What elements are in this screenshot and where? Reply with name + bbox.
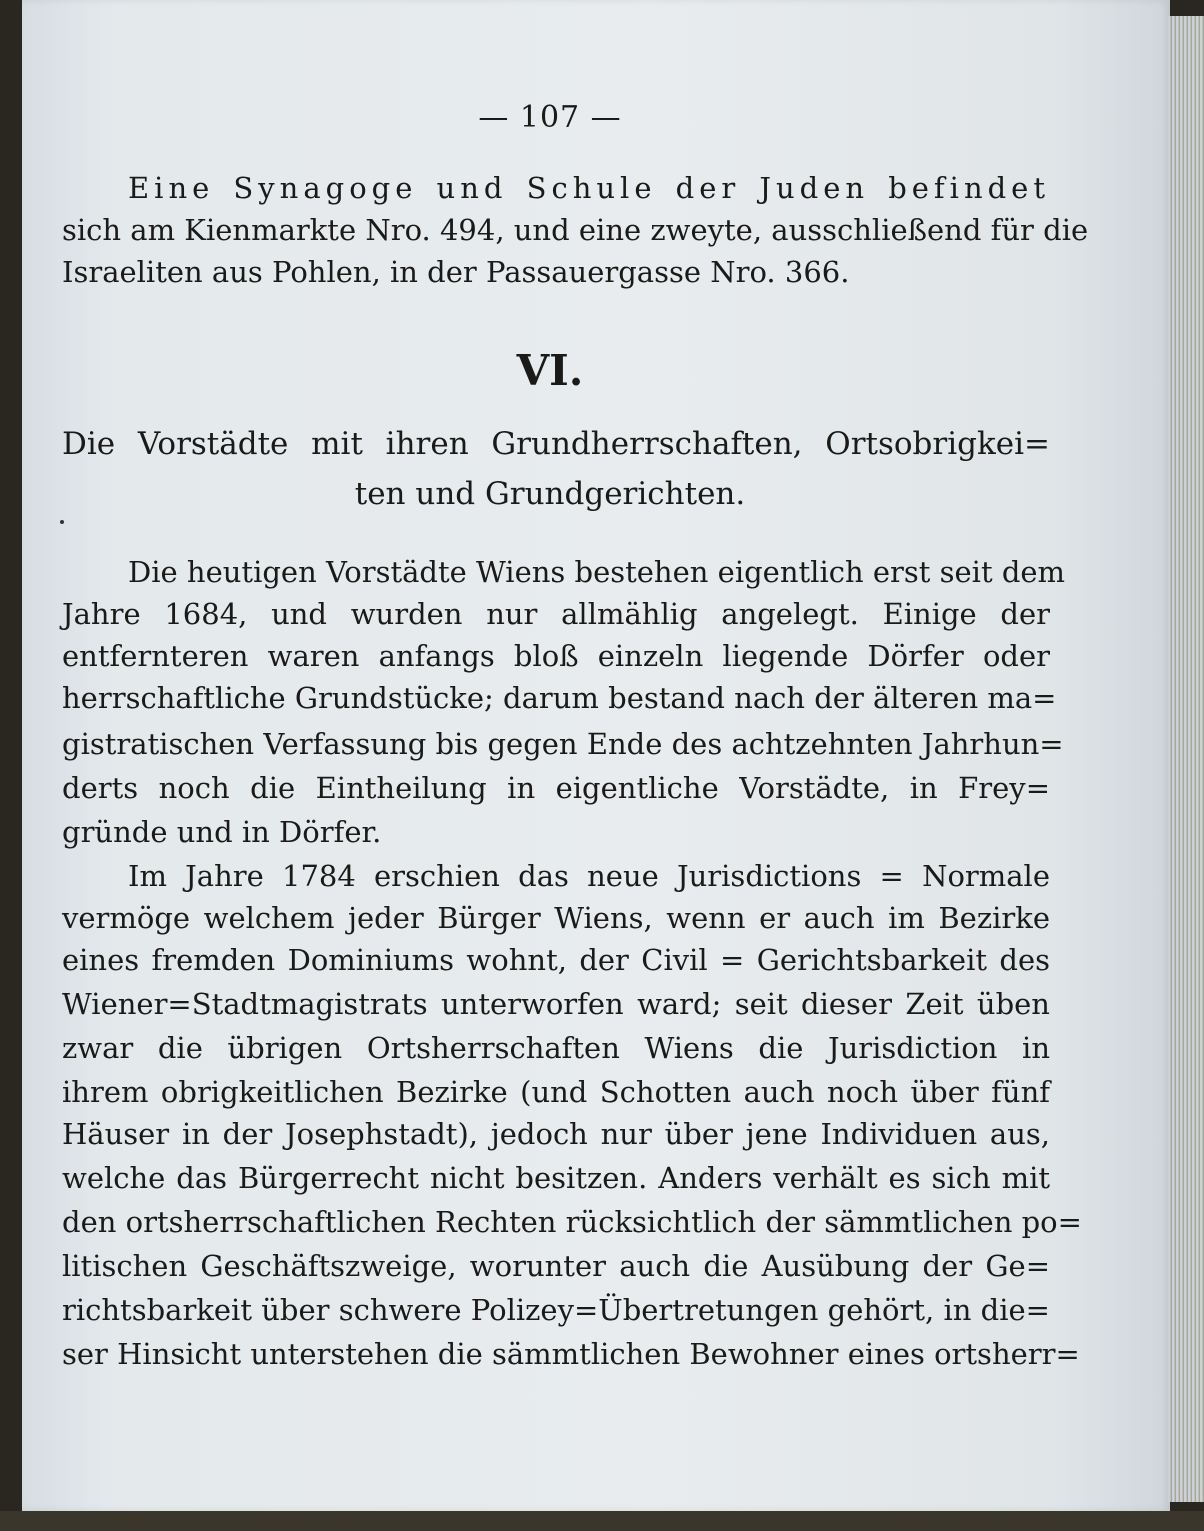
text-line: gistratischen Verfassung bis gegen Ende des achtzehnten Jahrhun=: [62, 727, 1064, 761]
text-line: Jahre 1684, und wurden nur allmählig angelegt. Einige der: [62, 597, 1050, 631]
text-line: ihrem obrigkeitlichen Bezirke (und Schotten auch noch über fünf: [62, 1075, 1050, 1109]
text-line: eines fremden Dominiums wohnt, der Civil = Gerichtsbarkeit des: [62, 943, 1050, 977]
text-line: richtsbarkeit über schwere Polizey=Übertretungen gehört, in die=: [62, 1293, 1050, 1327]
page-stack-edge: [1168, 16, 1204, 1502]
text-line: sich am Kienmarkte Nro. 494, und eine zweyte, ausschließend für die: [62, 213, 1089, 247]
text-line: Wiener=Stadtmagistrats unterworfen ward; seit dieser Zeit üben: [62, 987, 1050, 1021]
text-line: herrschaftliche Grundstücke; darum bestand nach der älteren ma=: [62, 681, 1057, 715]
text-line: welche das Bürgerrecht nicht besitzen. Anders verhält es sich mit: [62, 1161, 1050, 1195]
text-line: Israeliten aus Pohlen, in der Passauergasse Nro. 366.: [62, 255, 850, 289]
text-line: Die heutigen Vorstädte Wiens bestehen eigentlich erst seit dem: [128, 555, 1066, 589]
page-number: — 107 —: [478, 100, 622, 135]
chapter-title-line-2: ten und Grundgerichten.: [354, 476, 746, 512]
chapter-title-line-1: Die Vorstädte mit ihren Grundherrschaften, Ortsobrigkei=: [62, 426, 1050, 462]
book-cover-edge: [0, 1511, 1204, 1531]
chapter-numeral: VI.: [516, 346, 584, 395]
text-line: derts noch die Eintheilung in eigentliche Vorstädte, in Frey=: [62, 771, 1050, 805]
text-line: gründe und in Dörfer.: [62, 815, 382, 849]
text-line: zwar die übrigen Ortsherrschaften Wiens die Jurisdiction in: [62, 1031, 1050, 1065]
ink-speck: [60, 520, 64, 524]
text-line: ser Hinsicht unterstehen die sämmtlichen Bewohner eines ortsherr=: [62, 1337, 1080, 1371]
text-line: Häuser in der Josephstadt), jedoch nur über jene Individuen aus,: [62, 1117, 1050, 1151]
text-line: Eine Synagoge und Schule der Juden befindet: [128, 171, 1050, 205]
text-line: entfernteren waren anfangs bloß einzeln liegende Dörfer oder: [62, 639, 1050, 673]
text-line: vermöge welchem jeder Bürger Wiens, wenn er auch im Bezirke: [62, 901, 1050, 935]
text-line: den ortsherrschaftlichen Rechten rücksichtlich der sämmtlichen po=: [62, 1205, 1082, 1239]
text-line: Im Jahre 1784 erschien das neue Jurisdictions = Normale: [128, 859, 1050, 893]
text-line: litischen Geschäftszweige, worunter auch die Ausübung der Ge=: [62, 1249, 1050, 1283]
